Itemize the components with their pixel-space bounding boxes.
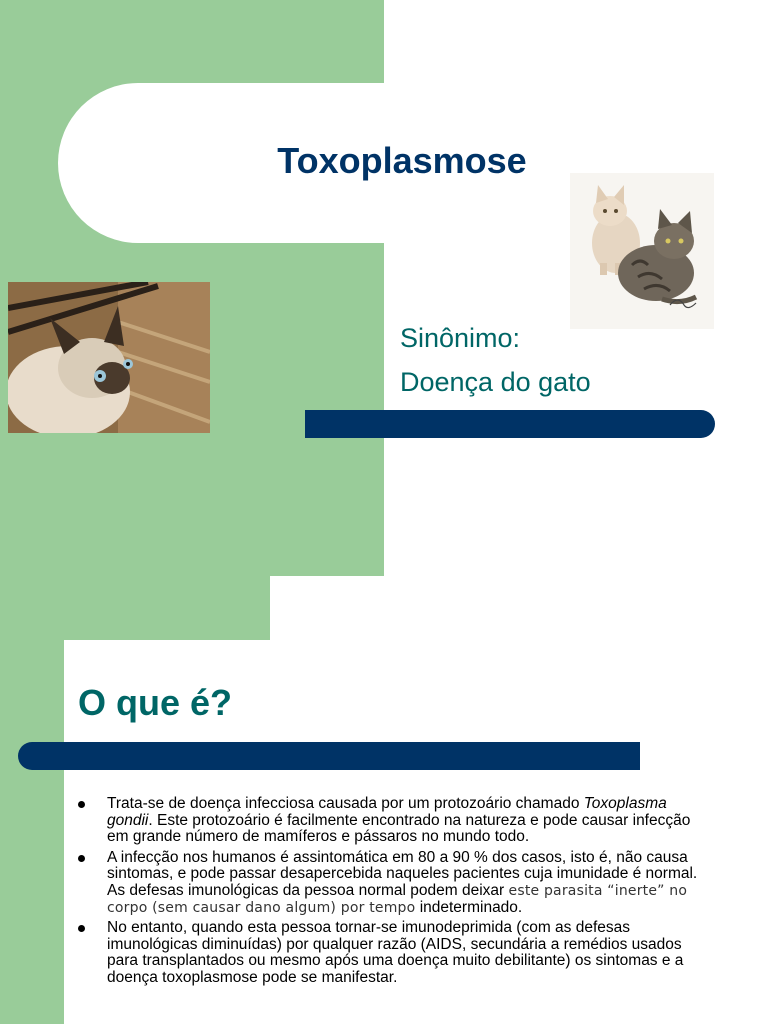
subtitle-line-synonym: Sinônimo: — [400, 323, 521, 353]
list-item-text: este parasita “inerte” no corpo (sem causar dano algum) por tempo — [107, 882, 688, 916]
bullet-icon — [78, 925, 85, 932]
decorative-navy-bar — [18, 742, 640, 770]
green-header-block — [0, 576, 270, 640]
subtitle-line-disease: Doença do gato — [400, 367, 591, 397]
decorative-navy-bar — [305, 410, 715, 438]
list-item-text: Trata-se de doença infecciosa causada por um protozoário chamado — [107, 795, 584, 812]
list-item-text: No entanto, quando esta pessoa tornar-se imunodeprimida (com as defesas imunológicas diminuídas) por qualquer razão (AIDS, secundária a remédios usados para transplantados ou mesmo após uma doença muito debilitante) os sintomas e a doença toxoplasmose pode se manifestar. — [107, 919, 684, 986]
list-item-text: indeterminado. — [415, 898, 523, 916]
list-item — [78, 796, 708, 846]
slide-title: Toxoplasmose — [277, 140, 527, 181]
two-cats-illustration — [570, 173, 714, 329]
species-name: Toxoplasma gondii — [107, 795, 667, 829]
bullet-icon — [78, 855, 85, 862]
list-item — [78, 850, 708, 916]
subtitle-block — [400, 316, 591, 404]
list-item-text: . Este protozoário é facilmente encontrado na natureza e pode causar infecção em grande número de mamíferos e pássaros no mundo todo. — [107, 811, 691, 846]
slide-2 — [0, 576, 768, 1024]
slide-title: O que é? — [78, 682, 233, 723]
siamese-cat-photo — [8, 282, 210, 433]
green-side-strip — [0, 640, 64, 1024]
bullet-icon — [78, 801, 85, 808]
list-item — [78, 920, 708, 986]
list-item-text: A infecção nos humanos é assintomática em 80 a 90 % dos casos, isto é, não causa sintomas, e pode passar desapercebida naqueles pacientes cuja imunidade é normal. As defesas imunológicas da pessoa normal podem deixar — [107, 848, 698, 899]
bullet-list — [78, 796, 708, 991]
